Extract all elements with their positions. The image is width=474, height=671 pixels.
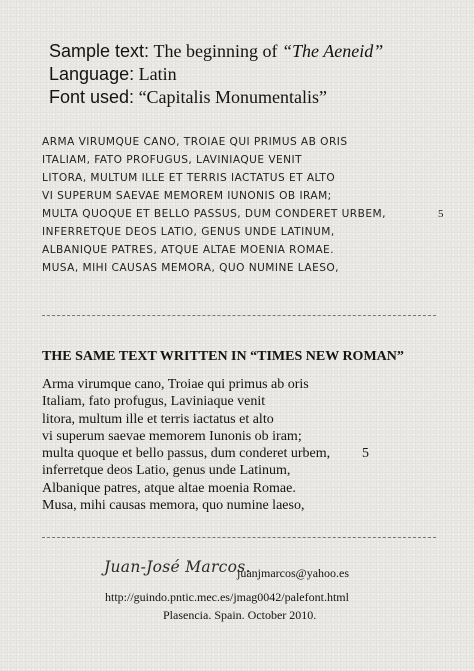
times-line-number: 5 bbox=[362, 446, 369, 462]
language-value: Latin bbox=[138, 64, 177, 84]
sample-text-value: The beginning of bbox=[153, 41, 278, 61]
font-value: “Capitalis Monumentalis” bbox=[138, 87, 328, 107]
signature-row bbox=[0, 558, 474, 584]
section-heading: THE SAME TEXT WRITTEN IN “TIMES NEW ROMAN” bbox=[42, 349, 404, 364]
capitalis-line: VI SUPERUM SAEVAE MEMOREM IUNONIS OB IRAM; bbox=[42, 190, 332, 202]
author-email: juanjmarcos@yahoo.es bbox=[237, 566, 350, 580]
times-line: Italiam, fato profugus, Laviniaque venit bbox=[42, 394, 266, 410]
font-url: http://guindo.pntic.mec.es/jmag0042/palefont.html bbox=[105, 590, 349, 604]
capitalis-line-number: 5 bbox=[438, 208, 444, 220]
sample-text-label: Sample text: bbox=[49, 41, 150, 61]
times-line: inferretque deos Latio, genus unde Latinum, bbox=[42, 463, 291, 479]
times-line: Musa, mihi causas memora, quo numine laeso, bbox=[42, 498, 305, 514]
place-date: Plasencia. Spain. October 2010. bbox=[163, 608, 317, 622]
capitalis-line-5-row bbox=[42, 205, 462, 223]
times-text-block bbox=[42, 376, 442, 514]
language-label: Language: bbox=[49, 64, 135, 84]
capitalis-line: ARMA VIRUMQUE CANO, TROIAE QUI PRIMUS AB ORIS bbox=[42, 136, 348, 148]
capitalis-line: MULTA QUOQUE ET BELLO PASSUS, DUM CONDERET URBEM, bbox=[42, 208, 386, 220]
footer bbox=[0, 558, 474, 622]
times-line: multa quoque et bello passus, dum conderet urbem, bbox=[42, 446, 331, 462]
times-line: vi superum saevae memorem Iunonis ob iram; bbox=[42, 428, 302, 444]
dashed-divider bbox=[42, 315, 436, 316]
dashed-divider bbox=[42, 537, 436, 538]
capitalis-line: INFERRETQUE DEOS LATIO, GENUS UNDE LATINUM, bbox=[42, 226, 335, 238]
times-line: Albanique patres, atque altae moenia Romae. bbox=[42, 480, 296, 496]
sample-text-title: “The Aeneid” bbox=[282, 41, 384, 61]
capitalis-line: ITALIAM, FATO PROFUGUS, LAVINIAQUE VENIT bbox=[42, 154, 303, 166]
times-line-5-row bbox=[42, 445, 442, 462]
capitalis-line: MUSA, MIHI CAUSAS MEMORA, QUO NUMINE LAESO, bbox=[42, 262, 339, 274]
author-signature: Juan-José Marcos. bbox=[104, 558, 251, 576]
capitalis-text-block bbox=[42, 133, 462, 277]
capitalis-line: ALBANIQUE PATRES, ATQUE ALTAE MOENIA ROMAE. bbox=[42, 244, 335, 256]
document-info bbox=[49, 40, 383, 109]
capitalis-line: LITORA, MULTUM ILLE ET TERRIS IACTATUS ET ALTO bbox=[42, 172, 336, 184]
sample-text-row bbox=[49, 40, 383, 63]
font-row bbox=[49, 86, 383, 109]
times-line: Arma virumque cano, Troiae qui primus ab oris bbox=[42, 377, 309, 392]
language-row bbox=[49, 63, 383, 86]
font-label: Font used: bbox=[49, 87, 135, 107]
times-line: litora, multum ille et terris iactatus et alto bbox=[42, 411, 274, 427]
